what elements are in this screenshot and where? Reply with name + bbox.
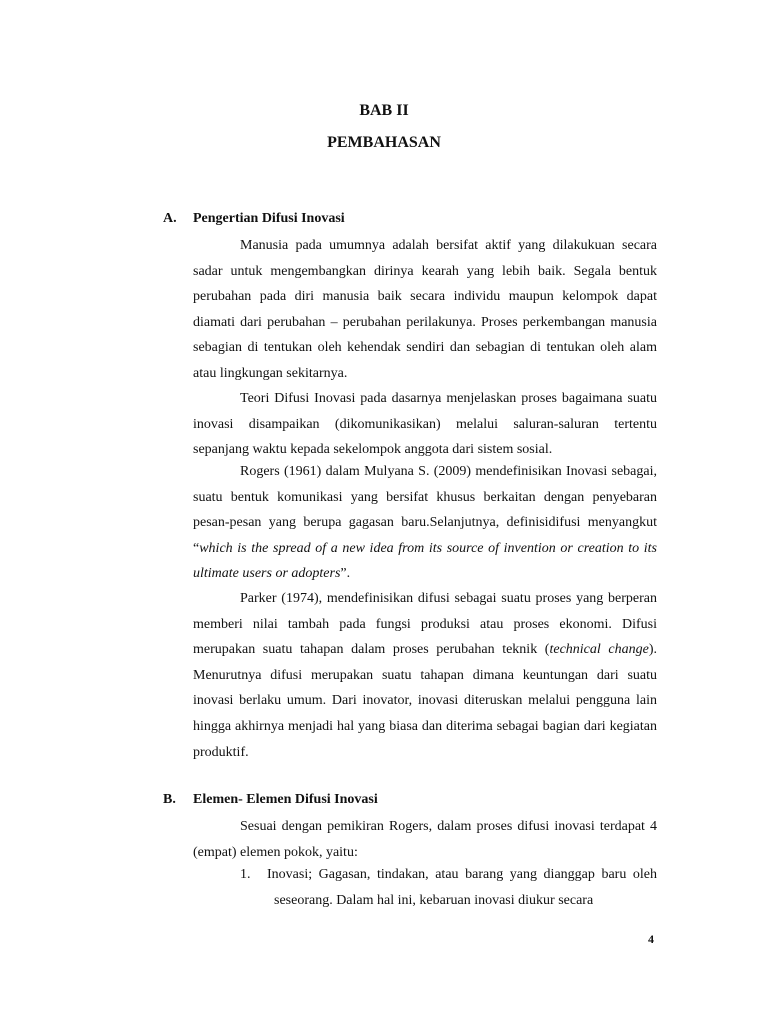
chapter-title: PEMBAHASAN <box>327 134 441 151</box>
p4-tail-text: ). Menurutnya difusi merupakan suatu tahapan dimana keuntungan dari suatu inovasi berlaku umum. Dari inovator, inovasi diteruskan melalui pengguna lain hingga akhirnya menjadi hal yang biasa dan diterima sebagai bagian dari kegiatan produktif. <box>193 642 657 760</box>
section-a-paragraph-4 <box>193 586 657 765</box>
section-a-paragraph-2: Teori Difusi Inovasi pada dasarnya menjelaskan proses bagaimana suatu inovasi disampaikan (dikomunikasikan) melalui saluran-saluran tertentu sepanjang waktu kepada sekelompok anggota dari sistem sosial. <box>193 391 657 458</box>
list-item <box>240 862 657 913</box>
p3-quote: which is the spread of a new idea from its source of invention or creation to its ultimate users or adopters <box>193 540 657 582</box>
section-b-paragraph-1: Sesuai dengan pemikiran Rogers, dalam proses difusi inovasi terdapat 4 (empat) elemen pokok, yaitu: <box>193 819 657 860</box>
list-item-number: 1. <box>240 867 251 882</box>
section-a-letter: A. <box>163 211 177 226</box>
section-b-heading <box>163 792 378 808</box>
section-a-paragraph-1: Manusia pada umumnya adalah bersifat aktif yang dilakukuan secara sadar untuk mengembangkan dirinya kearah yang lebih baik. Segala bentuk perubahan pada diri manusia baik secara individu maupun kelompok dapat diamati dari perubahan – perubahan perilakunya. Proses perkembangan manusia sebagian di tentukan oleh kehendak sendiri dan sebagian di tentukan oleh alam atau lingkungan sekitarnya. <box>193 238 657 381</box>
p3-lead-text: Rogers (1961) dalam Mulyana S. (2009) mendefinisikan Inovasi sebagai, suatu bentuk komunikasi yang bersifat khusus berkaitan dengan penyebaran pesan-pesan yang berupa gagasan baru.Selanjutnya, definisidifusi menyangkut “ <box>193 464 657 556</box>
p4-lead-text: Parker (1974), mendefinisikan difusi sebagai suatu proses yang berperan memberi nilai tambah pada fungsi produksi atau proses ekonomi. Difusi merupakan suatu tahapan dalam proses perubahan teknik ( <box>193 591 657 658</box>
p4-term: technical change <box>549 642 649 658</box>
p3-tail-text: ”. <box>340 566 351 582</box>
section-a-title: Pengertian Difusi Inovasi <box>193 211 345 226</box>
page-number: 4 <box>648 932 654 946</box>
section-b-letter: B. <box>163 792 176 807</box>
chapter-label: BAB II <box>359 102 409 119</box>
section-a-heading <box>163 211 345 227</box>
list-item-text: Inovasi; Gagasan, tindakan, atau barang yang dianggap baru oleh seseorang. Dalam hal ini, kebaruan inovasi diukur secara <box>267 867 657 908</box>
section-a-paragraph-3 <box>193 459 657 587</box>
section-b-title: Elemen- Elemen Difusi Inovasi <box>193 792 378 807</box>
